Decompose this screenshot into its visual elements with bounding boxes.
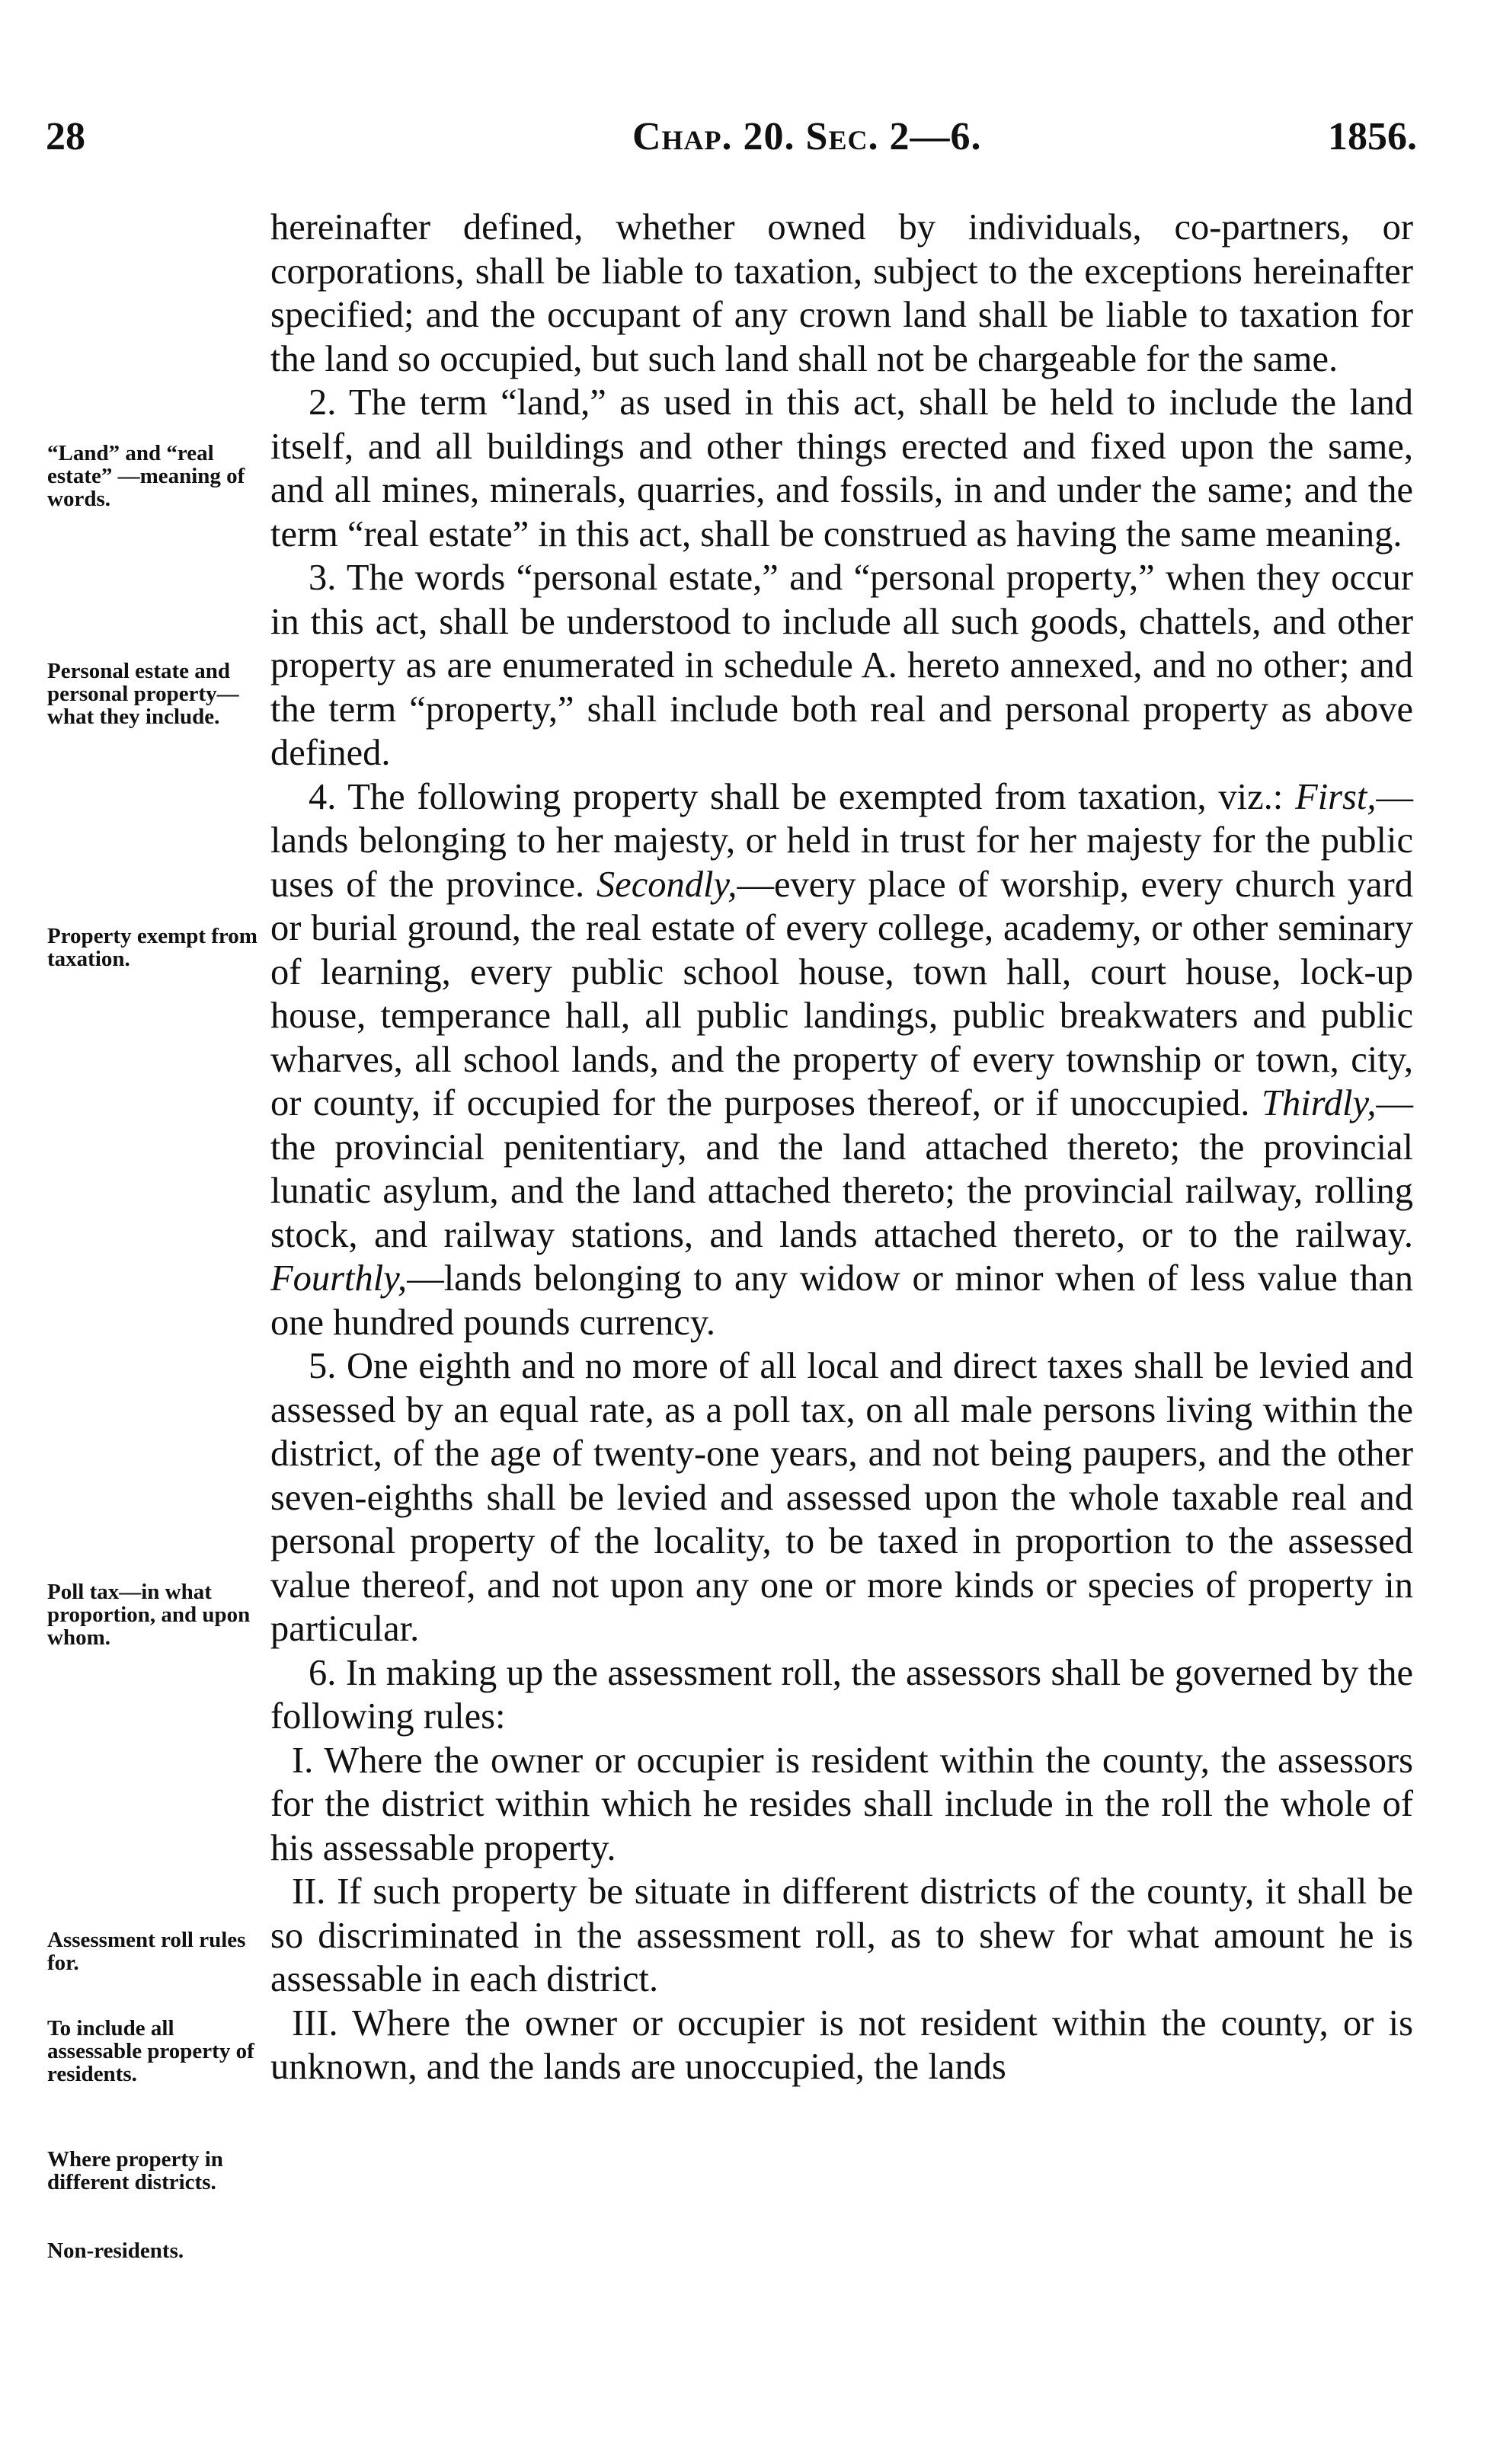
section-4-intro: 4. The following property shall be exempted from taxation, viz.: [309, 776, 1284, 817]
thirdly-text: —the provincial penitentiary, and the land attached thereto; the provincial lunatic asylum, and the land attached thereto; the provincial railway, rolling stock, and railway stations, and lands attached thereto, or to the railway. [270, 1083, 1414, 1255]
section-5: 5. One eighth and no more of all local and direct taxes shall be levied and assessed by an equal rate, as a poll tax, on all male persons living within the district, of the age of twenty-one years, and not being paupers, and the other seven-eighths shall be levied and assessed upon the whole taxable real and personal property of the locality, to be taxed in proportion to the assessed value thereof, and not upon any one or more kinds or species of property in particular. [270, 1346, 1413, 1649]
section-4 [270, 775, 1413, 1345]
secondly-label: Secondly, [596, 864, 737, 905]
rule-2: II. If such property be situate in different districts of the county, it shall be so discriminated in the assessment roll, as to shew for what amount he is assessable in each district. [270, 1871, 1413, 1999]
margin-note-poll-tax: Poll tax—in what proportion, and upon whom. [47, 1580, 251, 1650]
margin-note-assessment-roll: Assessment roll rules for. [47, 1928, 246, 1975]
page-number: 28 [46, 115, 85, 158]
margin-note-non-residents: Non-residents. [47, 2239, 184, 2263]
chapter-section-heading: Chap. 20. Sec. 2—6. [632, 115, 982, 158]
running-header [46, 114, 1417, 160]
section-3: 3. The words “personal estate,” and “personal property,” when they occur in this act, shall be understood to include all such goods, chattels, and other property as are enumerated in schedule A. hereto annexed, and no other; and the term “property,” shall include both real and personal property as above defined. [270, 558, 1413, 773]
body-text [270, 206, 1413, 2089]
thirdly-label: Thirdly, [1262, 1083, 1377, 1123]
first-text: —lands belonging to her majesty, or held in trust for her majesty for the public uses of the province. [270, 776, 1414, 905]
margin-note-residents: To include all assessable property of residents. [47, 2016, 254, 2086]
secondly-text: —every place of worship, every church yard or burial ground, the real estate of every college, academy, or other seminary of learning, every public school house, town hall, court house, lock-up house, temperance hall, all public landings, public breakwaters and public wharves, all school lands, and the property of every township or town, city, or county, if occupied for the purposes thereof, or if unoccupied. [270, 864, 1413, 1123]
section-2: 2. The term “land,” as used in this act, shall be held to include the land itself, and all buildings and other things erected and fixed upon the same, and all mines, minerals, quarries, and fossils, in and under the same; and the term “real estate” in this act, shall be construed as having the same meaning. [270, 382, 1413, 554]
margin-note-property-exempt: Property exempt from taxation. [47, 924, 257, 971]
rule-3: III. Where the owner or occupier is not resident within the county, or is unknown, and the lands are unoccupied, the lands [270, 2002, 1413, 2087]
paragraph-continuation: hereinafter defined, whether owned by individuals, co-partners, or corporations, shall be liable to taxation, subject to the exceptions hereinafter specified; and the occupant of any crown land shall be liable to taxation for the land so occupied, but such land shall not be chargeable for the same. [270, 207, 1413, 379]
fourthly-label: Fourthly, [270, 1258, 408, 1299]
rule-1: I. Where the owner or occupier is resident within the county, the assessors for the district within which he resides shall include in the roll the whole of his assessable property. [270, 1740, 1413, 1868]
header-year: 1856. [1328, 115, 1417, 158]
section-6: 6. In making up the assessment roll, the assessors shall be governed by the following rules: [270, 1652, 1413, 1737]
margin-note-personal-estate: Personal estate and personal property—what they include. [47, 659, 239, 729]
first-label: First, [1295, 776, 1377, 817]
margin-note-different-districts: Where property in different districts. [47, 2147, 223, 2194]
fourthly-text: —lands belonging to any widow or minor when of less value than one hundred pounds currency. [270, 1258, 1413, 1343]
margin-note-land: “Land” and “real estate” —meaning of words. [47, 441, 245, 511]
